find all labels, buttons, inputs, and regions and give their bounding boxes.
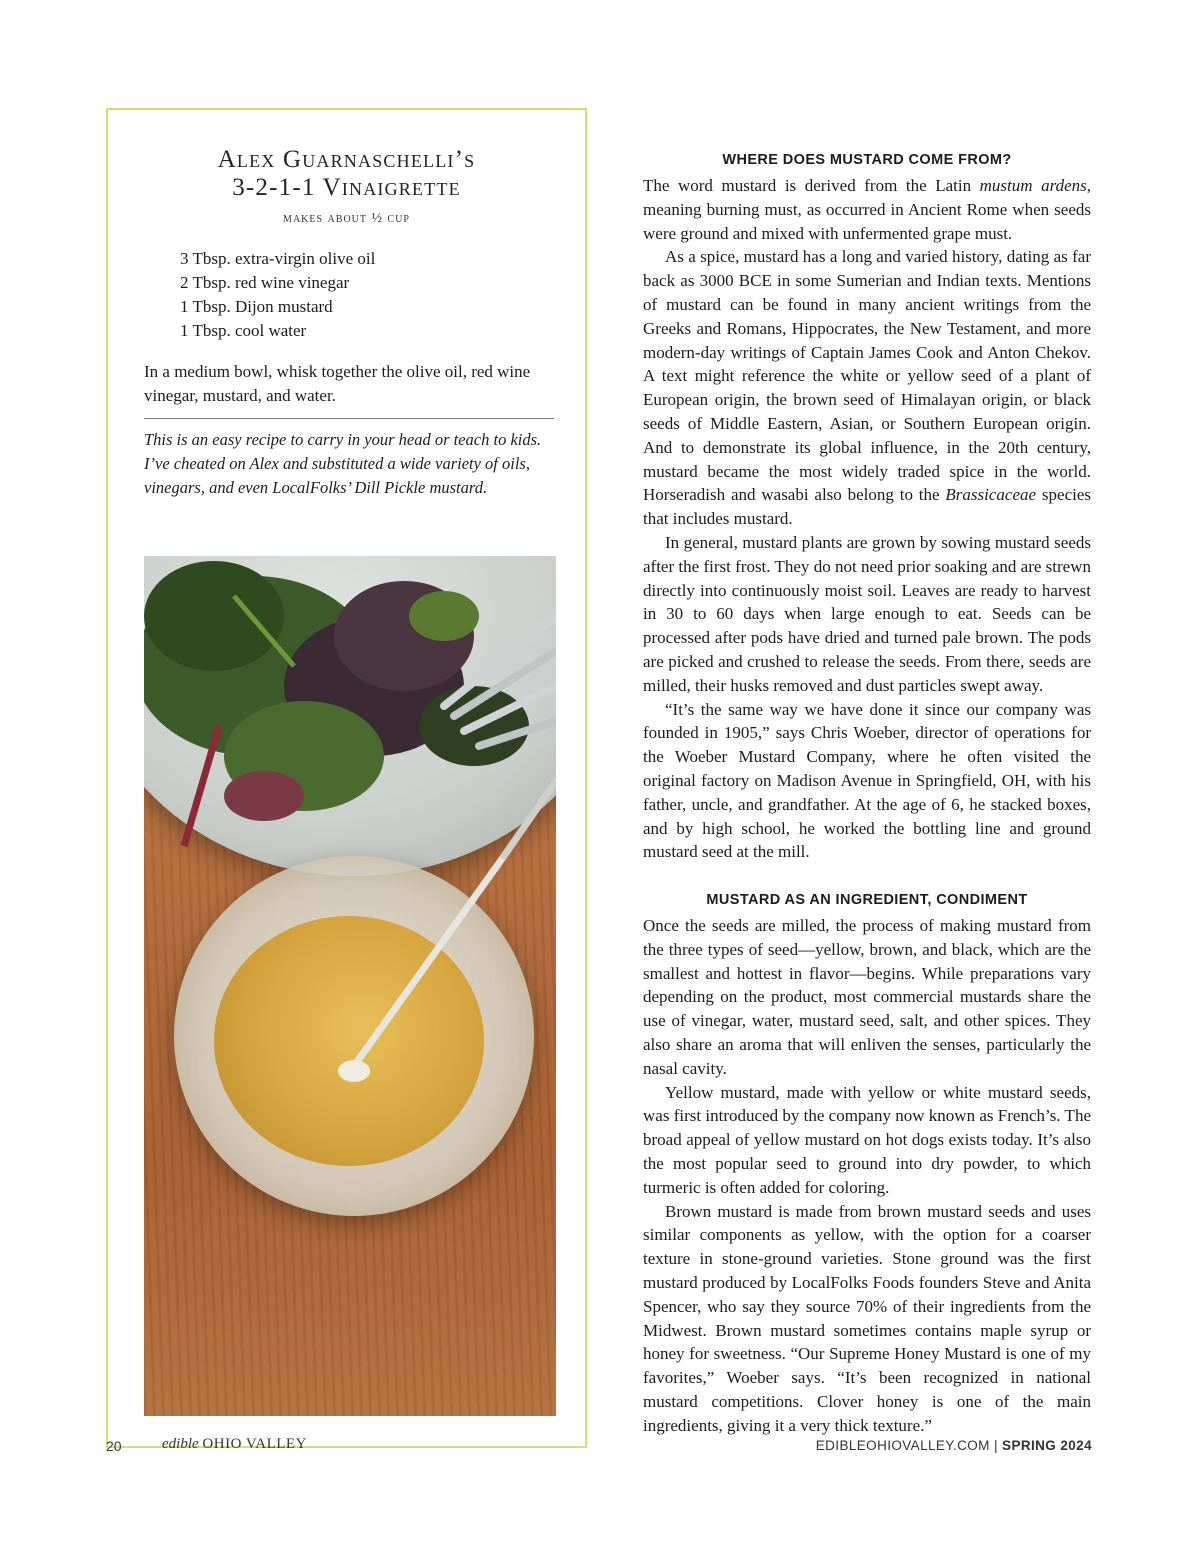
text-run: The word mustard is derived from the Latin — [643, 176, 980, 195]
whisk-spoon — [144, 556, 556, 1416]
magazine-edible: edible — [162, 1436, 199, 1452]
ingredient-list — [180, 247, 375, 343]
page-number: 20 — [106, 1438, 122, 1454]
article-paragraph: “It’s the same way we have done it since our company was founded in 1905,” says Chris Woeber, director of operations for the Woeber Mustard Company, where he often visited the original factory on Madison Avenue in Springfield, OH, with his father, uncle, and grandfather. At the age of 6, he stacked boxes, and by high school, he worked the bottling line and ground mustard seed at the mill. — [643, 699, 1091, 862]
footer-right — [816, 1438, 1092, 1453]
article-paragraph: Once the seeds are milled, the process of making mustard from the three types of seed—yellow, brown, and black, which are the smallest and hottest in flavor—begins. While preparations vary depending on the product, most commercial mustards share the use of vinegar, water, mustard seed, salt, and other spices. They also share an aroma that will enliven the senses, particularly the nasal cavity. — [643, 916, 1091, 1078]
ingredient-item: 3 Tbsp. extra-virgin olive oil — [180, 249, 376, 268]
recipe-yield: makes about ½ cup — [283, 211, 410, 226]
text-run: species that includes mustard. — [643, 485, 1091, 529]
article-paragraph — [643, 174, 1091, 245]
vinaigrette-photo — [144, 556, 556, 1416]
magazine-region: OHIO VALLEY — [202, 1436, 307, 1452]
website: EDIBLEOHIOVALLEY.COM — [815, 1438, 990, 1453]
article-column-part-2 — [643, 914, 1091, 1438]
recipe-title — [108, 146, 585, 202]
latin-term: mustum ardens — [979, 176, 1087, 195]
article-column-part-1 — [643, 174, 1091, 864]
section-heading: MUSTARD AS AN INGREDIENT, CONDIMENT — [706, 892, 1028, 908]
recipe-note: This is an easy recipe to carry in your head or teach to kids. I’ve cheated on Alex and substituted a wide variety of oils, vinegars, and even LocalFolks’ Dill Pickle mustard. — [144, 430, 542, 497]
ingredient-item: 2 Tbsp. red wine vinegar — [180, 273, 350, 292]
section-heading: WHERE DOES MUSTARD COME FROM? — [722, 152, 1012, 168]
divider — [144, 418, 554, 419]
article-paragraph: In general, mustard plants are grown by sowing mustard seeds after the first frost. They do not need prior soaking and are strewn directly into continuously moist soil. Leaves are ready to harvest in 30 to 60 days when large enough to eat. Seeds can be processed after pods have dried and turned pale brown. The pods are picked and crushed to release the seeds. From there, seeds are milled, their husks removed and dust particles swept away. — [643, 532, 1091, 695]
issue-date: SPRING 2024 — [1002, 1438, 1092, 1453]
botanical-term: Brassicaceae — [945, 485, 1037, 505]
article-paragraph: Brown mustard is made from brown mustard seeds and uses similar components as yellow, with the option for a coarser texture in stone-ground varieties. Stone ground was the first mustard produced by LocalFolks Foods founders Steve and Anita Spencer, who say they source 70% of their ingredients from the Midwest. Brown mustard sometimes contains maple syrup or honey for sweetness. “Our Supreme Honey Mustard is one of my favorites,” Woeber says. “It’s been recognized in national mustard competitions. Clover honey is one of the main ingredients, giving it a very thick texture.” — [643, 1201, 1091, 1435]
recipe-title-line-1: Alex Guarnaschelli’s — [217, 146, 476, 173]
recipe-box — [106, 108, 587, 1448]
article-paragraph: Yellow mustard, made with yellow or white mustard seeds, was first introduced by the company now known as French’s. The broad appeal of yellow mustard on hot dogs exists today. It’s also the most popular seed to ground into dry powder, to which turmeric is often added for coloring. — [643, 1082, 1091, 1197]
magazine-name — [162, 1436, 307, 1453]
footer-separator: | — [993, 1438, 998, 1453]
text-run: As a spice, mustard has a long and varied history, dating as far back as 3000 BCE in some Sumerian and Indian texts. Mentions of mustard can be found in many ancient writings from the Greeks and Romans, Hippocrates, the New Testament, and more modern-day writings of Captain James Cook and Anton Chekov. A text might reference the white or yellow seed of a plant of European origin, the brown seed of Himalayan origin, or black seeds of Middle Eastern, Asian, or Southern European origin. And to demonstrate its global influence, in the 20th century, mustard became the most widely traded spice in the world. Horseradish and wasabi also belong to the — [643, 247, 1091, 505]
article-paragraph — [643, 245, 1091, 531]
ingredient-item: 1 Tbsp. cool water — [180, 321, 307, 340]
text-run: , meaning burning must, as occurred in Ancient Rome when seeds were ground and mixed with unfermented grape must. — [643, 176, 1091, 243]
recipe-title-line-2: 3-2-1-1 Vinaigrette — [232, 174, 461, 201]
ingredient-item: 1 Tbsp. Dijon mustard — [180, 297, 333, 316]
recipe-instructions: In a medium bowl, whisk together the olive oil, red wine vinegar, mustard, and water. — [144, 362, 531, 405]
